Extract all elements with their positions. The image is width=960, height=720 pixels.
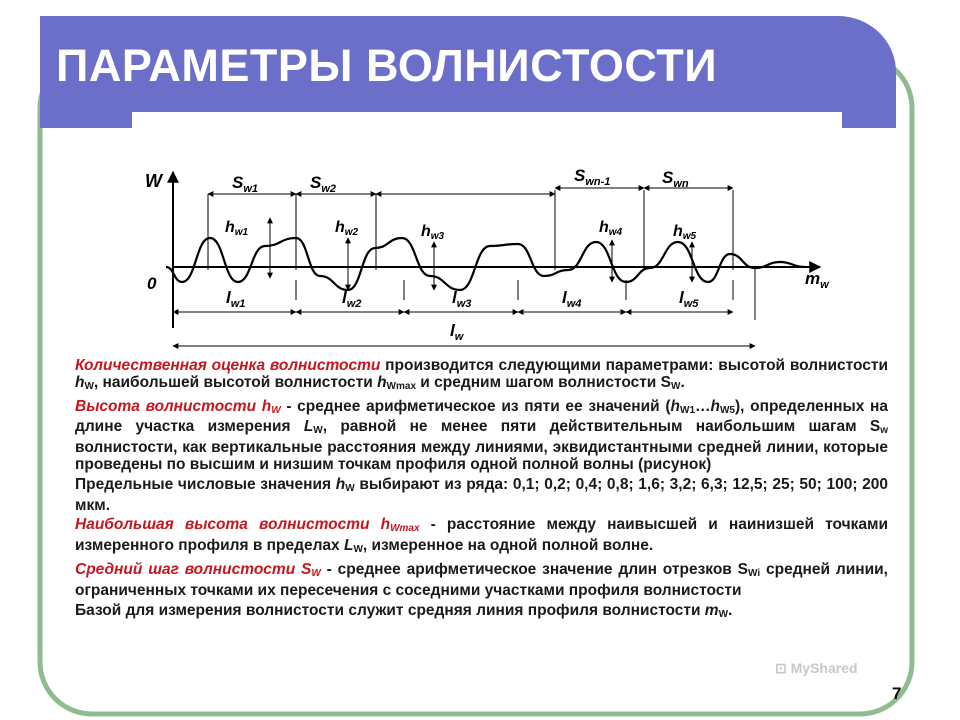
- p5-swi-sub: Wi: [748, 567, 761, 579]
- body-text: [75, 358, 888, 626]
- term-max-height: Наибольшая высота волнистости $h_{Wmax}$: [75, 516, 420, 535]
- p3-hw-sub: W: [345, 482, 355, 494]
- paragraph-max-height: [75, 517, 888, 559]
- p2-L-sub: W: [313, 425, 323, 437]
- p2-h1: h: [670, 397, 680, 415]
- p1-text-1: производится следующими параметрами: высотой волнистости: [380, 357, 889, 374]
- p3-hw: h: [335, 475, 346, 493]
- slide-title: ПАРАМЕТРЫ ВОЛНИСТОСТИ: [56, 40, 718, 91]
- p3-text-2: выбирают из ряда: 0,1; 0,2; 0,4; 0,8; 1,6; 3,2; 6,3; 12,5; 25; 50; 100; 200 мкм.: [75, 475, 889, 514]
- h-w3-label: hw3: [421, 223, 445, 242]
- mean-line-label: $m_w$: [805, 269, 829, 291]
- p4-L: L: [343, 537, 354, 555]
- p2-text-1: - среднее арифметическое из пяти ее значений (: [280, 397, 671, 415]
- p2-text-3: , равной не менее пяти действительным наибольшим шагам S: [322, 418, 881, 436]
- l-w3-label: $l_{w3}$: [452, 288, 472, 310]
- s-w2-label: $S_{w2}$: [310, 173, 337, 195]
- p2-h5: h: [710, 397, 720, 415]
- h-w1-label: hw1: [225, 219, 249, 238]
- l-w4-label: $l_{w4}$: [562, 288, 582, 310]
- page-number: 7: [892, 684, 902, 703]
- h-w2-label: hw2: [335, 219, 359, 238]
- p6-text-1: Базой для измерения волнистости служит средняя линия профиля волнистости: [75, 601, 705, 619]
- l-w1-label: $l_{w1}$: [226, 288, 246, 310]
- paragraph-mean-step: [75, 562, 888, 600]
- h-w5-label: hw5: [673, 223, 697, 242]
- origin-label: 0: [147, 274, 157, 293]
- p1-hmax: h: [377, 373, 387, 391]
- p2-text-4: волнистости, как вертикальные расстояния между линиями, эквидистантными средней линии, которые проведены по высшим и низшим точкам профиля одной полной волны (рисунок): [75, 439, 888, 473]
- s-wn-1-label: $S_wn-1$: [574, 166, 611, 188]
- term-quantitative: Количественная оценка волнистости: [75, 357, 381, 374]
- p1-text-2: , наибольшей высотой волнистости: [93, 373, 378, 391]
- paragraph-quantitative: [75, 358, 888, 396]
- p4-text-1: - расстояние между наивысшей и наинизшей точками измеренного профиля в пределах: [75, 516, 888, 555]
- p5-text-1: - среднее арифметическое значение длин отрезков: [320, 560, 738, 578]
- p3-text-1: Предельные числовые значения: [75, 475, 336, 493]
- watermark-logo: ⊡ MyShared: [775, 660, 858, 676]
- p6-text-2: .: [728, 601, 733, 619]
- p1-sw: S: [660, 373, 671, 391]
- h-w4-label: hw4: [599, 219, 623, 238]
- paragraph-height: [75, 399, 888, 474]
- p5-text-2: средней линии, ограниченных точками их пересечения с соседними участками профиля волнистости: [75, 560, 888, 599]
- paragraph-limits: [75, 477, 888, 515]
- paragraph-base: [75, 603, 888, 624]
- p1-hw: h: [75, 373, 85, 391]
- p1-hmax-sub: Wmax: [386, 380, 416, 392]
- term-mean-step: Средний шаг волнистости $S_W$: [75, 560, 321, 579]
- l-w-total-label: $l_w$: [450, 321, 464, 343]
- axis-w-label: W: [145, 171, 162, 191]
- l-w2-label: $l_{w2}$: [342, 288, 362, 310]
- s-wn-label: $S_{wn}$: [662, 168, 689, 190]
- p1-text-3: и средним шагом волнистости: [416, 373, 661, 391]
- p5-swi: S: [737, 560, 749, 578]
- p6-m: m: [704, 601, 719, 619]
- p2-h5-sub: W5: [719, 404, 735, 416]
- p1-sw-sub: W: [670, 380, 681, 392]
- l-w5-label: $l_{w5}$: [679, 288, 699, 310]
- s-w1-label: $S_{w1}$: [232, 173, 259, 195]
- term-height: Высота волнистости $h_W$: [75, 397, 281, 416]
- p2-dots: …: [695, 397, 711, 415]
- p6-m-sub: W: [718, 608, 729, 620]
- p1-text-4: .: [680, 373, 685, 391]
- p2-text-2: ), определенных на длине участка измерения: [75, 397, 888, 436]
- waviness-profile-curve: [166, 238, 805, 290]
- p2-h1-sub: W1: [680, 404, 695, 416]
- p2-s-sub: w: [880, 425, 888, 437]
- p2-L: L: [303, 418, 314, 436]
- p4-text-2: , измеренное на одной полной волне.: [362, 537, 654, 555]
- p4-L-sub: W: [353, 544, 363, 556]
- waviness-profile-figure: [130, 150, 850, 355]
- p1-hw-sub: W: [84, 380, 94, 392]
